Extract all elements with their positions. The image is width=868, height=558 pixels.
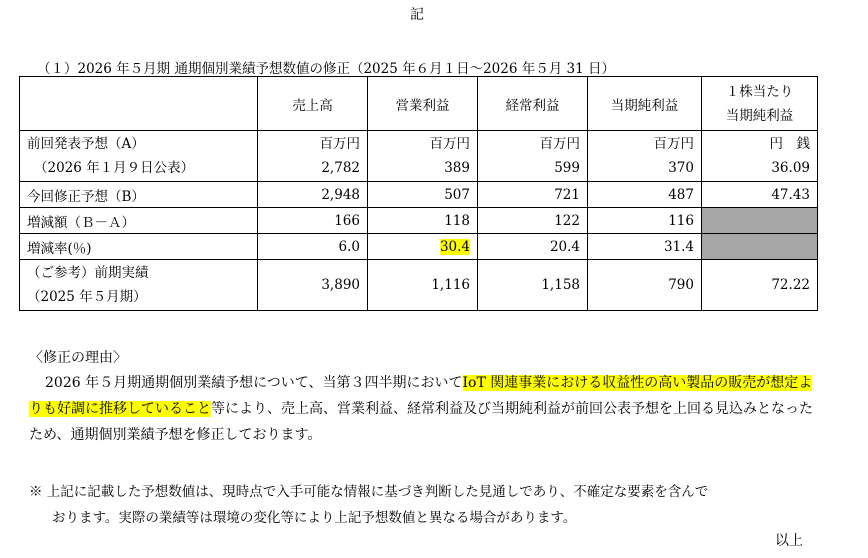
cell-value: 389 bbox=[444, 160, 470, 176]
unit-label: 円 銭 bbox=[769, 136, 810, 152]
cell-value: 599 bbox=[554, 160, 580, 176]
disclaimer-line-2: おります。実際の業績等は環境の変化等により上記予想数値と異なる場合があります。 bbox=[52, 510, 577, 526]
header-eps bbox=[702, 77, 818, 131]
cell-ordinary-profit bbox=[478, 131, 588, 182]
cell-value: 36.09 bbox=[771, 160, 810, 176]
reason-heading: 〈修正の理由〉 bbox=[29, 350, 127, 366]
reason-text-start: 2026 年５月期通期個別業績予想について、当第３四半期において bbox=[45, 375, 463, 391]
cell-net-profit: 487 bbox=[588, 182, 702, 208]
cell-operating-profit: 1,116 bbox=[368, 260, 478, 311]
header-net-profit: 当期純利益 bbox=[588, 77, 702, 131]
cell-net-profit: 790 bbox=[588, 260, 702, 311]
cell-net-profit: 116 bbox=[588, 208, 702, 234]
row-label-line1: 前回発表予想（A） bbox=[27, 136, 145, 152]
header-operating-profit: 営業利益 bbox=[368, 77, 478, 131]
unit-label: 百万円 bbox=[653, 136, 694, 152]
document-heading: 記 bbox=[410, 7, 424, 23]
cell-net-profit bbox=[588, 131, 702, 182]
table-row-revised-forecast bbox=[20, 182, 818, 208]
unit-label: 百万円 bbox=[319, 136, 360, 152]
unit-label: 百万円 bbox=[429, 136, 470, 152]
header-blank bbox=[20, 77, 258, 131]
table-header-row bbox=[20, 77, 818, 131]
row-label bbox=[20, 131, 258, 182]
cell-sales: 3,890 bbox=[258, 260, 368, 311]
header-ordinary-profit: 経常利益 bbox=[478, 77, 588, 131]
row-label: 増減率(％) bbox=[20, 234, 258, 260]
cell-operating-profit: 118 bbox=[368, 208, 478, 234]
row-label-line2: （2026 年１月９日公表） bbox=[34, 160, 195, 176]
cell-value: 2,782 bbox=[321, 160, 360, 176]
cell-value: 370 bbox=[668, 160, 694, 176]
table-row-change-amount bbox=[20, 208, 818, 234]
cell-net-profit: 31.4 bbox=[588, 234, 702, 260]
cell-ordinary-profit: 122 bbox=[478, 208, 588, 234]
cell-ordinary-profit: 20.4 bbox=[478, 234, 588, 260]
cell-eps: 72.22 bbox=[702, 260, 818, 311]
cell-operating-profit bbox=[368, 234, 478, 260]
cell-ordinary-profit: 1,158 bbox=[478, 260, 588, 311]
row-label-line2: （2025 年５月期） bbox=[27, 289, 147, 305]
cell-operating-profit bbox=[368, 131, 478, 182]
cell-sales: 6.0 bbox=[258, 234, 368, 260]
cell-eps bbox=[702, 131, 818, 182]
cell-sales: 2,948 bbox=[258, 182, 368, 208]
cell-operating-profit: 507 bbox=[368, 182, 478, 208]
cell-eps-greyed bbox=[702, 234, 818, 260]
row-label bbox=[20, 260, 258, 311]
highlighted-value: 30.4 bbox=[439, 238, 470, 255]
reason-highlighted-text: IoT 関連事業における収益性の高い製品の販売が想定よりも好調に推移していること bbox=[29, 375, 813, 417]
closing-mark: 以上 bbox=[775, 533, 803, 549]
reason-text-end: 等により、売上高、営業利益、経常利益及び当期純利益が前回公表予想を上回る見込みとなったため、通期個別業績予想を修正しております。 bbox=[29, 401, 813, 443]
row-label: 増減額（Ｂ－Ａ） bbox=[20, 208, 258, 234]
header-sales: 売上高 bbox=[258, 77, 368, 131]
table-row-change-rate bbox=[20, 234, 818, 260]
row-label-line1: （ご参考）前期実績 bbox=[27, 265, 149, 281]
cell-sales: 166 bbox=[258, 208, 368, 234]
reason-paragraph bbox=[29, 370, 819, 448]
cell-eps: 47.43 bbox=[702, 182, 818, 208]
header-eps-line2: 当期純利益 bbox=[725, 107, 794, 124]
disclaimer-line-1: ※ 上記に記載した予想数値は、現時点で入手可能な情報に基づき判断した見通しであり、不確定な要素を含んで bbox=[29, 484, 709, 500]
unit-label: 百万円 bbox=[539, 136, 580, 152]
table-row-prior-results bbox=[20, 260, 818, 311]
cell-eps-greyed bbox=[702, 208, 818, 234]
table-caption: （１）2026 年５月期 通期個別業績予想数値の修正（2025 年６月１日～2026 年５月 31 日） bbox=[37, 61, 615, 77]
table-row-previous-forecast bbox=[20, 131, 818, 182]
cell-sales bbox=[258, 131, 368, 182]
header-eps-line1: １株当たり bbox=[725, 83, 794, 100]
row-label: 今回修正予想（B） bbox=[20, 182, 258, 208]
forecast-revision-table bbox=[19, 76, 818, 311]
cell-ordinary-profit: 721 bbox=[478, 182, 588, 208]
